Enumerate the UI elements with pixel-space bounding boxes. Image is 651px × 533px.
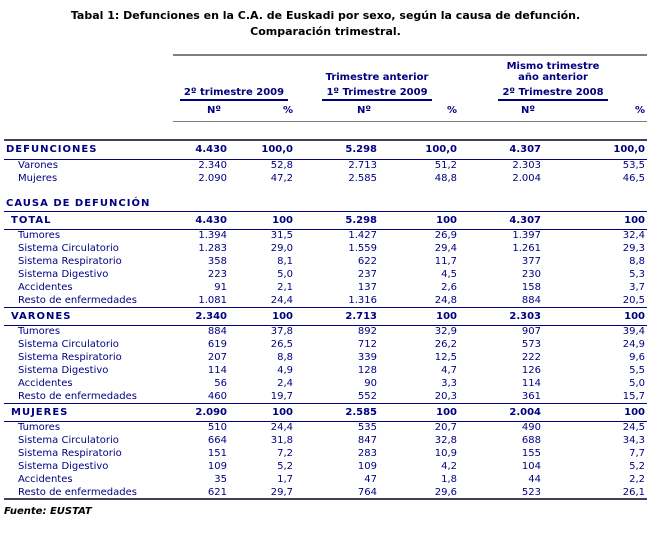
table-row-item	[4, 255, 647, 268]
cell-value: 1,7	[277, 474, 293, 485]
table-row-item	[4, 473, 647, 486]
cell-value: 46,5	[622, 173, 646, 184]
table-title-line1: Tabal 1: Defunciones en la C.A. de Euskadi por sexo, según la causa de defunción.	[70, 9, 581, 22]
cell-value: 53,5	[622, 160, 646, 172]
table-row-defunciones	[4, 140, 647, 159]
cell-value: 361	[521, 390, 541, 402]
cell-value: 10,9	[434, 448, 457, 459]
table-row-item	[4, 447, 647, 460]
cell-value: 1.081	[198, 294, 227, 306]
table-body	[4, 140, 647, 499]
cell-value: 1,8	[441, 474, 457, 485]
cell-value: 29,3	[622, 243, 646, 254]
cell-value: 5,0	[629, 378, 646, 389]
cell-value: 4.430	[195, 214, 227, 226]
cell-value: 621	[207, 486, 227, 498]
cell-value: 7,2	[277, 448, 293, 459]
cell-value: 4,5	[441, 269, 457, 280]
cell-value: 109	[207, 461, 227, 472]
cell-value: 573	[521, 339, 541, 350]
cell-value: 5.298	[345, 144, 377, 156]
header-super-group3-line2: año anterior	[518, 72, 588, 83]
cell-value: 2.713	[348, 160, 377, 172]
header-super-group3	[459, 55, 647, 85]
cell-value: 3,7	[629, 282, 646, 293]
cell-value: 884	[521, 294, 541, 306]
cell-value: 8,8	[629, 256, 646, 267]
cell-value: 8,1	[277, 256, 293, 267]
cell-value: 31,8	[270, 435, 293, 446]
cell-value: 5,3	[629, 269, 646, 280]
cell-value: 237	[357, 269, 377, 280]
row-label: Tumores	[18, 326, 61, 338]
cell-value: 35	[214, 474, 227, 485]
cell-value: 283	[357, 448, 377, 459]
cell-value: 664	[207, 435, 227, 446]
cell-value: 100	[624, 406, 646, 418]
source-note: Fuente: EUSTAT	[4, 506, 92, 517]
period-label-q1-2009: 1º Trimestre 2009	[322, 87, 431, 101]
cell-value: 5,0	[277, 269, 293, 280]
cell-value: 12,5	[434, 352, 457, 363]
cell-value: 109	[357, 461, 377, 472]
row-label: Resto de enfermedades	[18, 390, 137, 402]
cell-value: 2.004	[509, 406, 541, 418]
cell-value: 2.340	[198, 160, 227, 172]
cell-value: 1.559	[348, 243, 377, 254]
statistics-table	[4, 54, 647, 500]
cell-value: 230	[521, 269, 541, 280]
cell-value: 552	[357, 390, 377, 402]
cell-value: 2,2	[629, 474, 646, 485]
header-period-group1	[173, 85, 295, 101]
cell-value: 137	[357, 282, 377, 293]
row-label: Sistema Respiratorio	[18, 448, 122, 459]
cell-value: 712	[357, 339, 377, 350]
table-row-item	[4, 229, 647, 242]
table-row-item	[4, 377, 647, 390]
row-empty-cells	[173, 196, 647, 211]
subcol-n-3: Nº	[459, 101, 543, 121]
cell-value: 2,6	[441, 282, 457, 293]
cell-value: 114	[207, 365, 227, 376]
cell-value: 151	[207, 448, 227, 459]
cell-value: 207	[207, 352, 227, 363]
cell-value: 100,0	[425, 144, 457, 156]
row-label: Sistema Digestivo	[18, 269, 109, 280]
header-subcolumn-row	[4, 101, 647, 121]
cell-value: 100,0	[613, 144, 646, 156]
header-super-group1	[173, 55, 295, 85]
table-row-item	[4, 172, 647, 185]
cell-value: 688	[521, 435, 541, 446]
cell-value: 15,7	[622, 390, 646, 402]
cell-value: 24,9	[622, 339, 646, 350]
subcol-n-1: Nº	[173, 101, 229, 121]
row-label: DEFUNCIONES	[6, 144, 98, 156]
period-label-q2-2008: 2º Trimestre 2008	[498, 87, 607, 101]
period-label-q2-2009: 2º trimestre 2009	[180, 87, 288, 101]
row-label: Sistema Digestivo	[18, 461, 109, 472]
table-row-spacer	[4, 185, 647, 196]
cell-value: 223	[207, 269, 227, 280]
cell-value: 1.316	[348, 294, 377, 306]
table-row-item	[4, 351, 647, 364]
cell-value: 1.397	[512, 230, 541, 242]
cell-value: 5,2	[277, 461, 293, 472]
cell-value: 619	[207, 339, 227, 350]
table-row-item	[4, 460, 647, 473]
cell-value: 5,5	[629, 365, 646, 376]
cell-value: 20,5	[622, 294, 646, 306]
table-row-section-title	[4, 196, 647, 211]
table-row-item	[4, 268, 647, 281]
row-label: Tumores	[18, 230, 61, 242]
header-empty-corner	[4, 55, 173, 85]
cell-value: 100	[272, 214, 293, 226]
cell-value: 2.340	[195, 310, 227, 322]
table-row-item	[4, 434, 647, 447]
subcol-pct-3: %	[543, 101, 647, 121]
subcol-n-2: Nº	[295, 101, 379, 121]
row-label: Varones	[18, 160, 58, 172]
row-empty-cells	[173, 185, 647, 196]
cell-value: 523	[521, 486, 541, 498]
cell-value: 56	[214, 378, 227, 389]
cell-value: 510	[207, 422, 227, 434]
cell-value: 26,5	[270, 339, 293, 350]
cell-value: 4.307	[509, 144, 541, 156]
row-label: CAUSA DE DEFUNCIÓN	[6, 197, 151, 209]
header-super-group2-label: Trimestre anterior	[325, 72, 429, 83]
cell-value: 91	[214, 282, 227, 293]
cell-value: 9,6	[629, 352, 646, 363]
cell-value: 490	[521, 422, 541, 434]
header-super-group2	[295, 55, 459, 85]
row-label	[4, 185, 173, 196]
table-row-item	[4, 338, 647, 351]
cell-value: 155	[521, 448, 541, 459]
cell-value: 48,8	[434, 173, 457, 184]
table-row-item	[4, 325, 647, 338]
cell-value: 1.261	[512, 243, 541, 254]
header-gap-cell	[4, 121, 647, 140]
row-label: TOTAL	[11, 214, 52, 226]
row-label: MUJERES	[11, 406, 69, 418]
row-label: VARONES	[11, 310, 72, 322]
cell-value: 31,5	[270, 230, 293, 242]
cell-value: 2,1	[277, 282, 293, 293]
header-period-row	[4, 85, 647, 101]
table-row-item	[4, 364, 647, 377]
cell-value: 4.430	[195, 144, 227, 156]
cell-value: 377	[521, 256, 541, 267]
cell-value: 2.004	[512, 173, 541, 184]
row-label: Mujeres	[18, 173, 58, 184]
cell-value: 51,2	[434, 160, 457, 172]
cell-value: 26,2	[434, 339, 457, 350]
cell-value: 44	[528, 474, 541, 485]
header-period-group2	[295, 85, 459, 101]
cell-value: 100	[436, 214, 457, 226]
cell-value: 37,8	[270, 326, 293, 338]
table-header	[4, 55, 647, 140]
cell-value: 29,4	[434, 243, 457, 254]
cell-value: 19,7	[270, 390, 293, 402]
row-label: Accidentes	[18, 474, 73, 485]
table-row-item	[4, 421, 647, 434]
cell-value: 126	[521, 365, 541, 376]
cell-value: 764	[357, 486, 377, 498]
row-label: Accidentes	[18, 378, 73, 389]
row-label: Sistema Circulatorio	[18, 243, 119, 254]
row-label: Resto de enfermedades	[18, 294, 137, 306]
header-super-row	[4, 55, 647, 85]
table-row-item	[4, 281, 647, 294]
cell-value: 100	[436, 310, 457, 322]
cell-value: 892	[357, 326, 377, 338]
row-label: Accidentes	[18, 282, 73, 293]
table-row-group-header	[4, 403, 647, 421]
cell-value: 100	[436, 406, 457, 418]
cell-value: 29,0	[270, 243, 293, 254]
table-row-item	[4, 486, 647, 499]
subcol-pct-2: %	[379, 101, 459, 121]
cell-value: 100	[624, 310, 646, 322]
row-label: Sistema Respiratorio	[18, 256, 122, 267]
header-empty-cell	[4, 101, 173, 121]
cell-value: 24,8	[434, 294, 457, 306]
cell-value: 26,1	[622, 486, 646, 498]
row-label: Resto de enfermedades	[18, 486, 137, 498]
row-label: Sistema Digestivo	[18, 365, 109, 376]
cell-value: 100,0	[261, 144, 293, 156]
cell-value: 7,7	[629, 448, 646, 459]
cell-value: 114	[521, 378, 541, 389]
cell-value: 24,5	[622, 422, 646, 434]
cell-value: 26,9	[434, 230, 457, 242]
cell-value: 2.090	[195, 406, 227, 418]
table-row-item	[4, 242, 647, 255]
cell-value: 2.303	[509, 310, 541, 322]
cell-value: 34,3	[622, 435, 646, 446]
cell-value: 535	[357, 422, 377, 434]
table-row-item	[4, 294, 647, 307]
cell-value: 128	[357, 365, 377, 376]
header-super-group3-line1: Mismo trimestre	[506, 61, 600, 72]
cell-value: 907	[521, 326, 541, 338]
cell-value: 104	[521, 461, 541, 472]
cell-value: 3,3	[441, 378, 457, 389]
cell-value: 884	[207, 326, 227, 338]
cell-value: 2.713	[345, 310, 377, 322]
cell-value: 100	[272, 406, 293, 418]
cell-value: 2.303	[512, 160, 541, 172]
cell-value: 29,6	[434, 486, 457, 498]
cell-value: 1.427	[348, 230, 377, 242]
cell-value: 4,2	[441, 461, 457, 472]
table-row-group-header	[4, 307, 647, 325]
table-row-item	[4, 159, 647, 172]
cell-value: 4,9	[277, 365, 293, 376]
header-gap-row	[4, 121, 647, 140]
cell-value: 847	[357, 435, 377, 446]
cell-value: 1.283	[198, 243, 227, 254]
cell-value: 24,4	[270, 422, 293, 434]
row-label: Sistema Circulatorio	[18, 339, 119, 350]
cell-value: 622	[357, 256, 377, 267]
cell-value: 2.585	[348, 173, 377, 184]
cell-value: 100	[272, 310, 293, 322]
cell-value: 32,9	[434, 326, 457, 338]
cell-value: 39,4	[622, 326, 646, 338]
cell-value: 4.307	[509, 214, 541, 226]
cell-value: 20,7	[434, 422, 457, 434]
table-row-item	[4, 390, 647, 403]
header-empty-cell	[4, 85, 173, 101]
cell-value: 5,2	[629, 461, 646, 472]
cell-value: 4,7	[441, 365, 457, 376]
cell-value: 5.298	[345, 214, 377, 226]
cell-value: 2.585	[345, 406, 377, 418]
row-label: Tumores	[18, 422, 61, 434]
cell-value: 222	[521, 352, 541, 363]
cell-value: 29,7	[270, 486, 293, 498]
cell-value: 460	[207, 390, 227, 402]
cell-value: 339	[357, 352, 377, 363]
cell-value: 158	[521, 282, 541, 293]
cell-value: 2,4	[277, 378, 293, 389]
cell-value: 52,8	[270, 160, 293, 172]
row-label: Sistema Respiratorio	[18, 352, 122, 363]
cell-value: 11,7	[434, 256, 457, 267]
cell-value: 24,4	[270, 294, 293, 306]
cell-value: 90	[364, 378, 377, 389]
row-label: Sistema Circulatorio	[18, 435, 119, 446]
cell-value: 32,4	[622, 230, 646, 242]
cell-value: 47,2	[270, 173, 293, 184]
cell-value: 47	[364, 474, 377, 485]
cell-value: 32,8	[434, 435, 457, 446]
table-row-group-total	[4, 211, 647, 229]
table-title	[0, 0, 651, 40]
subcol-pct-1: %	[229, 101, 295, 121]
cell-value: 1.394	[198, 230, 227, 242]
cell-value: 100	[624, 214, 646, 226]
cell-value: 8,8	[277, 352, 293, 363]
cell-value: 2.090	[198, 173, 227, 184]
cell-value: 358	[207, 256, 227, 267]
cell-value: 20,3	[434, 390, 457, 402]
header-period-group3	[459, 85, 647, 101]
table-title-line2: Comparación trimestral.	[250, 25, 401, 38]
